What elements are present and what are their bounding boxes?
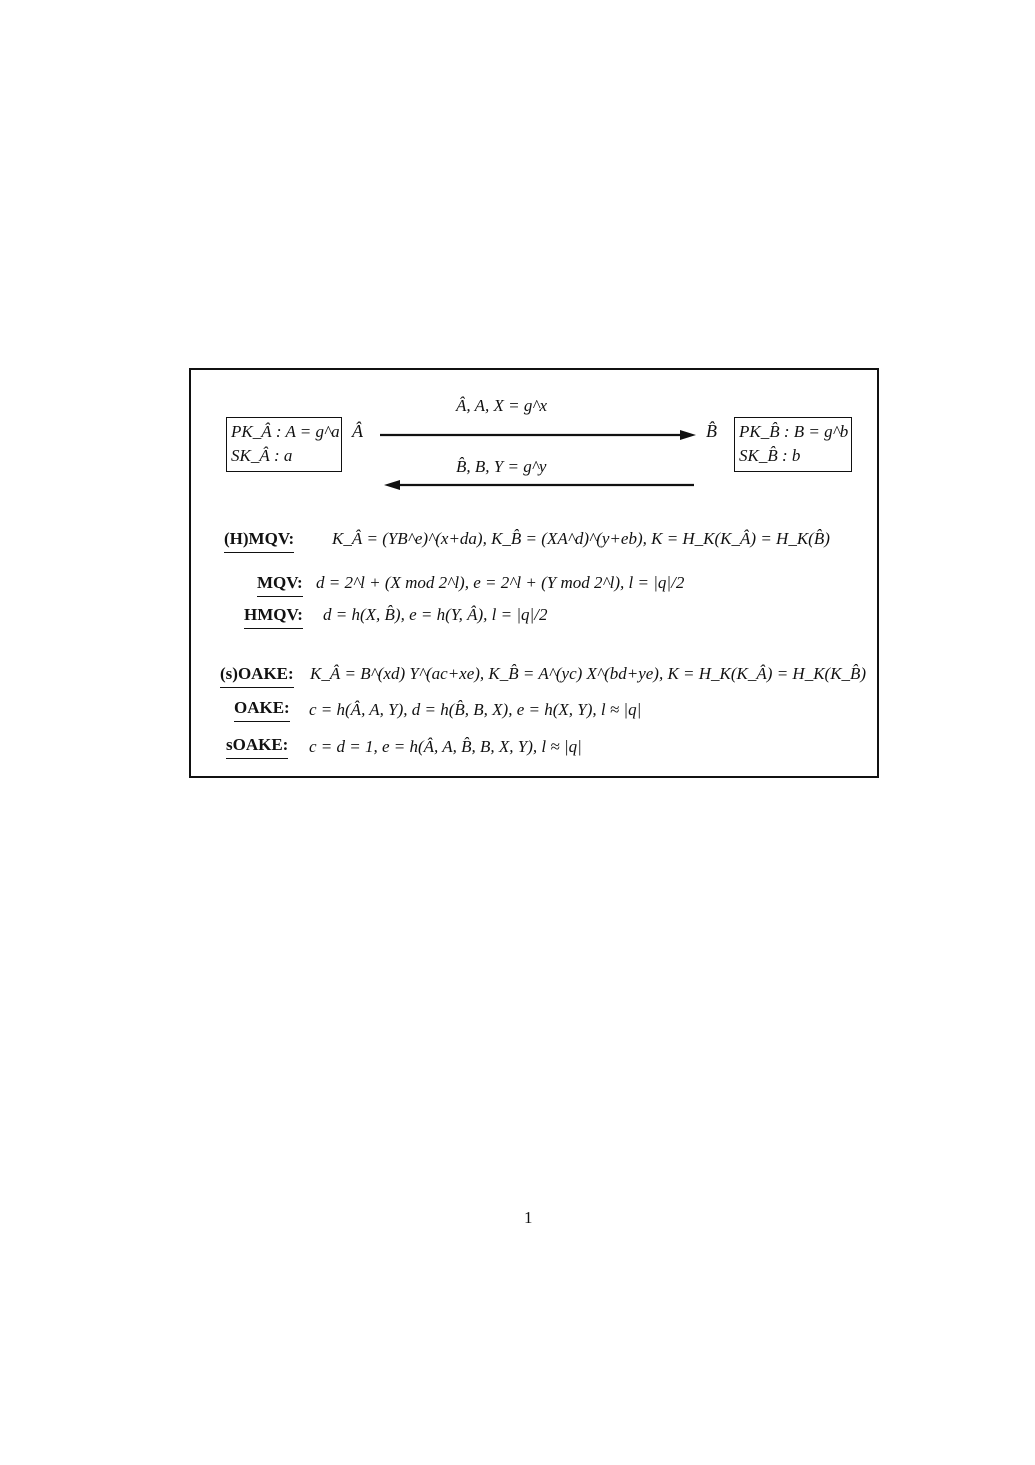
party-b-public-key: PK_B̂ : B = g^b bbox=[739, 422, 849, 441]
hmqv-family-label: (H)MQV: bbox=[224, 529, 294, 553]
party-a-public-key: PK_Â : A = g^a bbox=[231, 422, 340, 441]
page-number: 1 bbox=[524, 1208, 533, 1227]
party-a-name: Â bbox=[352, 421, 363, 441]
mqv-formula: d = 2^l + (X mod 2^l), e = 2^l + (Y mod 2^l), l = |q|/2 bbox=[316, 573, 685, 592]
party-a-secret-key: SK_Â : a bbox=[231, 446, 293, 465]
soake-family-formula: K_Â = B^(xd) Y^(ac+xe), K_B̂ = A^(yc) X^(bd+ye), K = H_K(K_Â) = H_K(K_B̂) bbox=[310, 664, 867, 683]
hmqv-family-formula: K_Â = (YB^e)^(x+da), K_B̂ = (XA^d)^(y+eb), K = H_K(K_Â) = H_K(B̂) bbox=[332, 529, 830, 548]
oake-formula: c = h(Â, A, Y), d = h(B̂, B, X), e = h(X, Y), l ≈ |q| bbox=[309, 700, 642, 719]
soake-label: sOAKE: bbox=[226, 735, 288, 759]
soake-formula: c = d = 1, e = h(Â, A, B̂, B, X, Y), l ≈ |q| bbox=[309, 737, 582, 756]
soake-family-label: (s)OAKE: bbox=[220, 664, 294, 688]
party-b-name: B̂ bbox=[706, 421, 717, 441]
message-b-to-a-label: B̂, B, Y = g^y bbox=[456, 457, 547, 476]
hmqv-formula: d = h(X, B̂), e = h(Y, Â), l = |q|/2 bbox=[323, 605, 548, 624]
mqv-label: MQV: bbox=[257, 573, 303, 597]
arrow-b-to-a bbox=[384, 480, 694, 490]
message-a-to-b-label: Â, A, X = g^x bbox=[456, 396, 548, 415]
arrow-a-to-b bbox=[380, 430, 696, 440]
hmqv-label: HMQV: bbox=[244, 605, 303, 629]
party-b-secret-key: SK_B̂ : b bbox=[739, 446, 801, 465]
oake-label: OAKE: bbox=[234, 698, 290, 722]
